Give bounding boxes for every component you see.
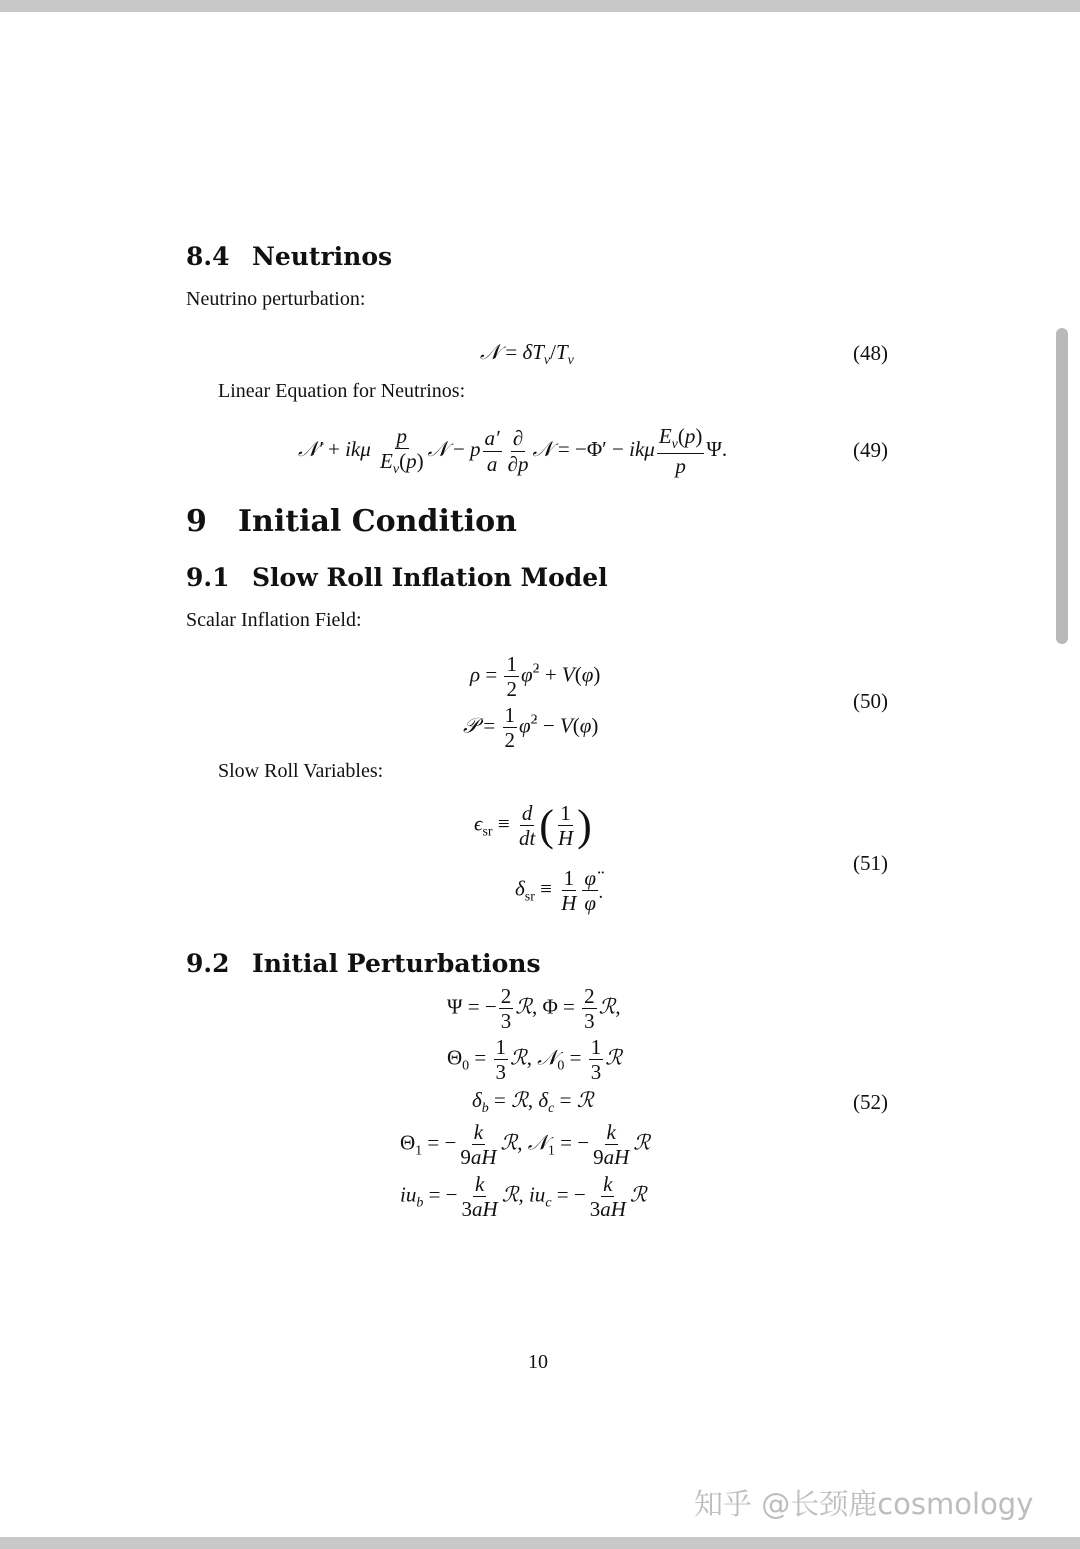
bottom-bar bbox=[0, 1537, 1080, 1549]
section-number: 9 bbox=[186, 504, 207, 539]
equation-number-49: (49) bbox=[853, 438, 888, 462]
watermark: 知乎 @长颈鹿cosmology bbox=[694, 1487, 1034, 1521]
section-title: Slow Roll Inflation Model bbox=[252, 563, 608, 592]
section-heading-9-1 bbox=[186, 563, 608, 592]
paragraph-scalar-field: Scalar Inflation Field: bbox=[186, 609, 362, 631]
equation-51-epsilon: $\epsilon_{sr}$ ≡ $\frac{d}{dt}$ ( $\frac{1}{H}$ ) bbox=[474, 800, 592, 850]
section-heading-8-4 bbox=[186, 242, 392, 271]
equation-48: 𝒩 = $\delta T_\nu/T_\nu$ bbox=[480, 340, 574, 368]
section-number: 9.1 bbox=[186, 563, 230, 592]
section-number: 9.2 bbox=[186, 949, 230, 978]
section-title: Initial Condition bbox=[238, 504, 517, 539]
paragraph-slow-roll-variables: Slow Roll Variables: bbox=[218, 760, 384, 782]
equation-number-48: (48) bbox=[853, 341, 888, 365]
equation-52-theta0-n0: $\Theta_0$ = $\frac{1}{3}$ ℛ, 𝒩$_0$ = $\frac{1}{3}$ ℛ bbox=[447, 1035, 623, 1085]
equation-52-deltas: $\delta_b$ = ℛ, $\delta_c$ = ℛ bbox=[472, 1088, 594, 1116]
equation-49: 𝒩′ + ikμ $\frac{p}{E_\nu(p)}$ 𝒩 − p $\frac{a'}{a}$ $\frac{\partial}{\partial p}$ 𝒩 = −Φ′ − ikμ $\frac{E_\nu(p)}{p}$ Ψ. bbox=[298, 424, 728, 479]
equation-number-51: (51) bbox=[853, 851, 888, 875]
equation-52-psi-phi: Ψ = − $\frac{2}{3}$ ℛ, Φ = $\frac{2}{3}$ ℛ, bbox=[447, 984, 621, 1034]
equation-number-50: (50) bbox=[853, 689, 888, 713]
paragraph-linear-equation: Linear Equation for Neutrinos: bbox=[218, 380, 466, 402]
section-heading-9 bbox=[186, 504, 517, 539]
equation-50-pressure: 𝒫 = $\frac{1}{2}$ φ̇$^2$ − V(φ) bbox=[463, 703, 599, 753]
equation-52-theta1-n1: $\Theta_1$ = − $\frac{k}{9aH}$ ℛ, 𝒩$_1$ = − $\frac{k}{9aH}$ ℛ bbox=[400, 1120, 651, 1170]
equation-52-velocities: $iu_b$ = − $\frac{k}{3aH}$ ℛ, $iu_c$ = − $\frac{k}{3aH}$ ℛ bbox=[400, 1172, 647, 1222]
paragraph-neutrino-perturbation: Neutrino perturbation: bbox=[186, 288, 366, 310]
equation-number-52: (52) bbox=[853, 1090, 888, 1114]
section-heading-9-2 bbox=[186, 949, 541, 978]
scrollbar[interactable] bbox=[1056, 328, 1068, 644]
section-number: 8.4 bbox=[186, 242, 230, 271]
section-title: Initial Perturbations bbox=[252, 949, 541, 978]
top-bar bbox=[0, 0, 1080, 12]
section-title: Neutrinos bbox=[252, 242, 393, 271]
page-number: 10 bbox=[528, 1351, 548, 1373]
equation-50-rho: ρ = $\frac{1}{2}$ φ̇$^2$ + V(φ) bbox=[470, 652, 601, 702]
equation-51-delta: $\delta_{sr}$ ≡ $\frac{1}{H}$ $\frac{\varphï}{\varphi̇}$ bbox=[515, 866, 597, 916]
